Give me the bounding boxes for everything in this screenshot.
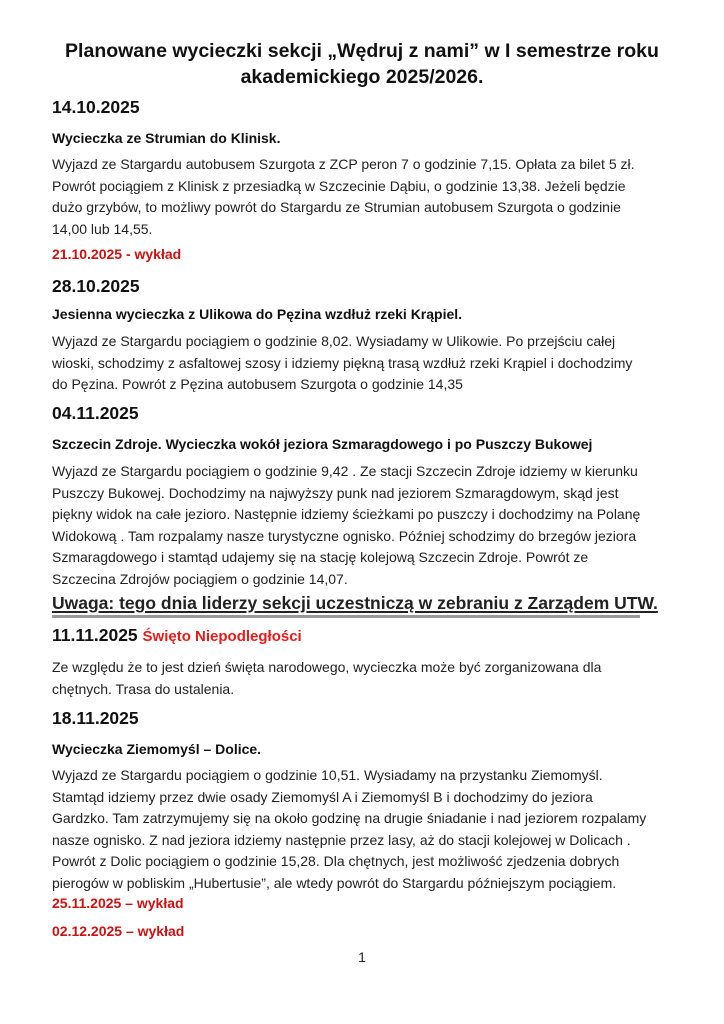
description-line: pierogów w pobliskim „Hubertusie”, ale wtedy powrót do Stargardu późniejszym pociągiem.	[52, 874, 617, 891]
trip-date: 14.10.2025	[52, 97, 140, 117]
description-line: nasze ognisko. Z nad jeziora idziemy następnie przez lasy, aż do stacji kolejowej w Dolicach .	[52, 831, 631, 848]
trip-description	[52, 765, 692, 894]
description-line: Wyjazd ze Stargardu pociągiem o godzinie 10,51. Wysiadamy na przystanku Ziemomyśl.	[52, 767, 603, 783]
title-line-1: Planowane wycieczki sekcji „Wędruj z nami” w I semestrze roku	[65, 40, 659, 62]
trip-date: 28.10.2025	[52, 276, 140, 296]
leaders-meeting-notice: Uwaga: tego dnia liderzy sekcji uczestniczą w zebraniu z Zarządem UTW.	[52, 593, 658, 613]
holiday-label: Święto Niepodległości	[142, 628, 302, 645]
lecture-notice: 02.12.2025 – wykład	[52, 923, 185, 939]
description-line: Gardzko. Tam zatrzymujemy się na około godzinę na drugie śniadanie i nad jeziorem rozpalamy	[52, 810, 647, 826]
trip-description	[52, 657, 692, 700]
description-line: chętnych. Trasa do ustalenia.	[52, 680, 235, 697]
description-line: Stamtąd idziemy przez dwie osady Ziemomyśl A i Ziemomyśl B i dochodzimy do jeziora	[52, 788, 593, 805]
description-line: Szmaragdowego i stamtąd udajemy się na stację kolejową Szczecin Zdroje. Powrót ze	[52, 549, 589, 565]
description-line: Wyjazd ze Stargardu autobusem Szurgota z ZCP peron 7 o godzinie 7,15. Opłata za bilet 5 zł.	[52, 156, 635, 172]
trip-date: 11.11.2025	[52, 625, 138, 645]
trip-date-line	[52, 625, 302, 647]
trip-title: Szczecin Zdroje. Wycieczka wokół jeziora Szmaragdowego i po Puszczy Bukowej	[52, 436, 593, 452]
description-line: dużo grzybów, to możliwy powrót do Stargardu ze Strumian autobusem Szurgota o godzinie	[52, 199, 621, 215]
lecture-notice: 21.10.2025 - wykład	[52, 246, 182, 262]
description-line: Powrót pociągiem z Klinisk z przesiadką w Szczecinie Dąbiu, o godzinie 13,38. Jeżeli będzie	[52, 177, 626, 194]
trip-title: Jesienna wycieczka z Ulikowa do Pęzina wzdłuż rzeki Krąpiel.	[52, 306, 463, 322]
description-line: Wyjazd ze Stargardu pociągiem o godzinie 9,42 . Ze stacji Szczecin Zdroje idziemy w kierunku	[52, 463, 638, 479]
description-line: Powrót z Dolic pociągiem o godzinie 15,28. Dla chętnych, jest możliwość zjedzenia dobrych	[52, 853, 620, 869]
trip-title: Wycieczka ze Strumian do Klinisk.	[52, 130, 281, 146]
description-line: piękny widok na całe jezioro. Następnie idziemy ścieżkami po puszczy i dochodzimy na Polanę	[52, 506, 641, 522]
trip-description	[52, 154, 692, 240]
notice-underline-shadow	[52, 615, 640, 618]
trip-title: Wycieczka Ziemomyśl – Dolice.	[52, 741, 262, 757]
description-line: Puszczy Bukowej. Dochodzimy na najwyższy punk nad jeziorem Szmaragdowym, skąd jest	[52, 484, 619, 501]
trip-description	[52, 461, 692, 590]
trip-description	[52, 331, 692, 396]
description-line: Wyjazd ze Stargardu pociągiem o godzinie 8,02. Wysiadamy w Ulikowie. Po przejściu całej	[52, 333, 616, 349]
page-number: 1	[358, 949, 366, 965]
title-line-2: akademickiego 2025/2026.	[240, 66, 484, 88]
description-line: do Pęzina. Powrót z Pęzina autobusem Szurgota o godzinie 14,35	[52, 376, 463, 392]
page-title	[40, 38, 684, 90]
trip-date: 18.11.2025	[52, 708, 139, 728]
description-line: Ze względu że to jest dzień święta narodowego, wycieczka może być zorganizowana dla	[52, 659, 602, 675]
description-line: 14,00 lub 14,55.	[52, 220, 153, 237]
lecture-notice: 25.11.2025 – wykład	[52, 895, 184, 911]
description-line: Szczecina Zdrojów pociągiem o godzinie 14,07.	[52, 570, 348, 587]
description-line: wioski, schodzimy z asfaltowej szosy i idziemy piękną trasą wzdłuż rzeki Krąpiel i dochodzimy	[52, 354, 633, 371]
trip-date: 04.11.2025	[52, 403, 139, 423]
description-line: Widokową . Tam rozpalamy nasze turystyczne ognisko. Później schodzimy do brzegów jeziora	[52, 527, 637, 544]
